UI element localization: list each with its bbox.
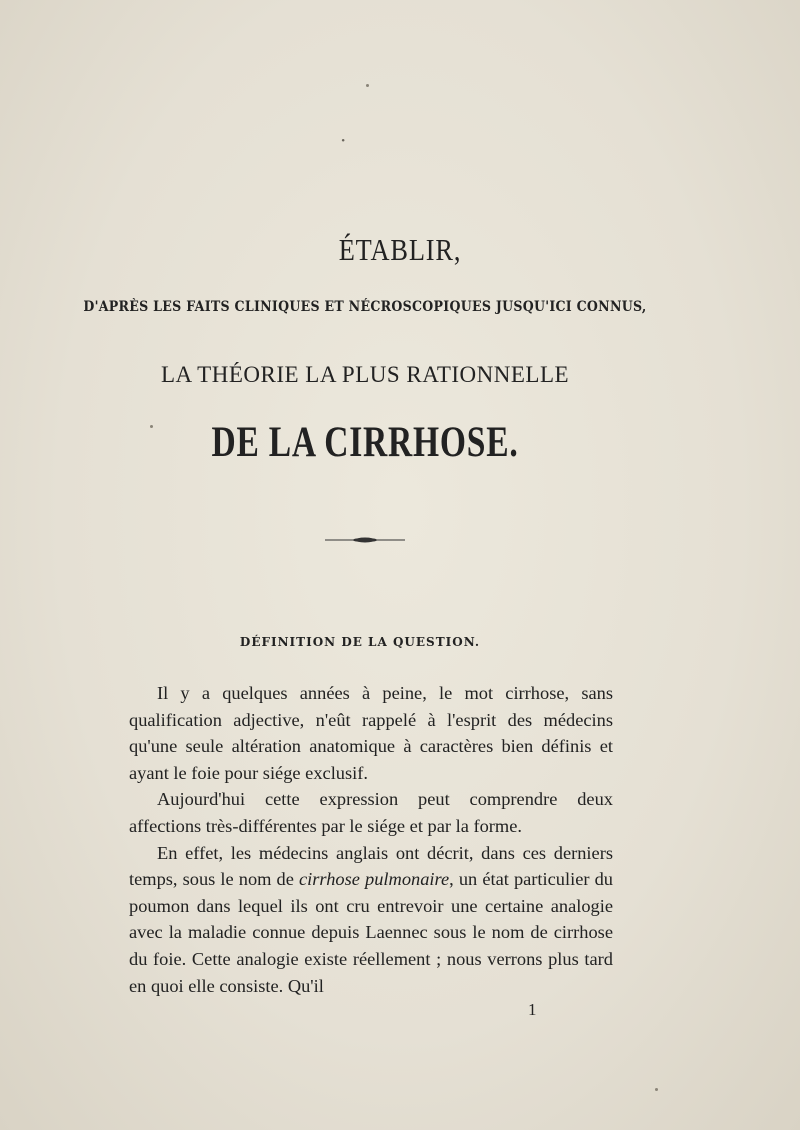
paragraph-1: Il y a quelques années à peine, le mot cirrhose, sans qualification adjective, n'eût rappelé à l'esprit des médecins qu'une seule altération anatomique à caractères bien définis et ayant le foie pour siége exclusif. bbox=[129, 683, 613, 783]
ornament-divider-icon bbox=[325, 534, 405, 546]
paragraph-3-start: En effet, les médecins anglais ont décrit, dans ces derniers temps, sous le nom de bbox=[129, 842, 613, 890]
body-text bbox=[129, 680, 613, 999]
heading: ÉTABLIR, bbox=[338, 232, 462, 267]
paper-speck bbox=[655, 1088, 658, 1091]
paragraph-2: Aujourd'hui cette expression peut comprendre deux affections très-différentes par le siége et par la forme. bbox=[129, 789, 613, 836]
italic-term: cirrhose pulmonaire bbox=[298, 869, 450, 890]
paper-speck bbox=[366, 84, 369, 87]
title-line-2: DE LA CIRRHOSE. bbox=[211, 419, 519, 466]
subheading: D'APRÈS LES FAITS CLINIQUES ET NÉCROSCOPIQUES JUSQU'ICI CONNUS, bbox=[83, 299, 647, 315]
paragraph-3 bbox=[129, 840, 613, 1000]
top-mark: · bbox=[340, 128, 347, 152]
paper-speck bbox=[150, 425, 153, 428]
section-title: DÉFINITION DE LA QUESTION. bbox=[239, 635, 481, 649]
page-number: 1 bbox=[528, 1000, 537, 1019]
title-line-1: LA THÉORIE LA PLUS RATIONNELLE bbox=[160, 362, 570, 387]
paragraph-3-rest: , un état particulier du poumon dans lequel ils ont cru entrevoir une certaine analogie avec la maladie connue depuis Laennec sous le nom de cirrhose du foie. Cette analogie existe réellement ; nous verrons plus tard en quoi elle consiste. Qu'il bbox=[129, 869, 613, 996]
